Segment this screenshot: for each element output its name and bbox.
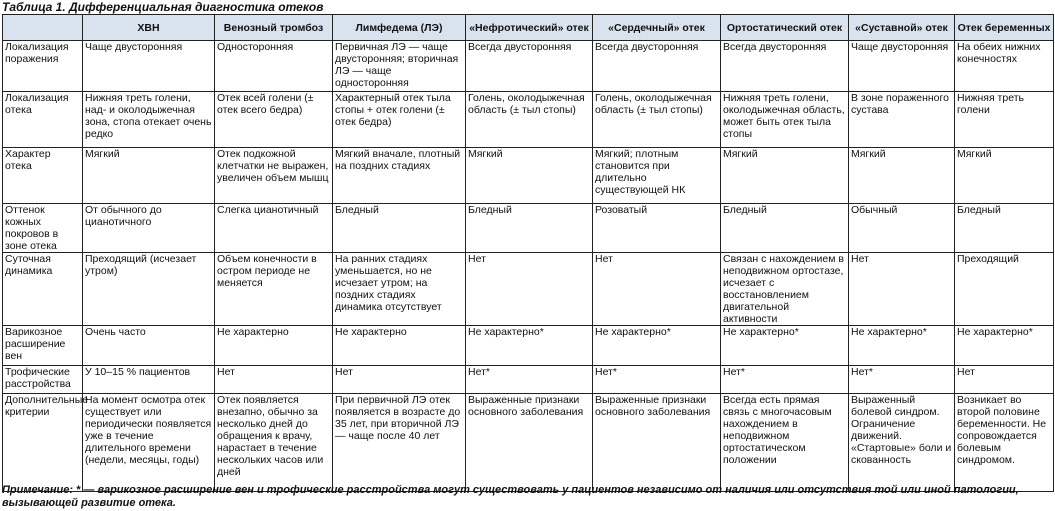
row-header-cell: Трофические расстройства — [3, 366, 83, 394]
header-cell: Ортостатический отек — [721, 15, 849, 41]
table-cell: Бледный — [721, 204, 849, 253]
table-cell: Мягкий — [466, 148, 593, 204]
table-cell: Отек всей голени (± отек всего бедра) — [215, 92, 333, 148]
table-cell: Мягкий — [721, 148, 849, 204]
table-row — [3, 148, 1054, 204]
table-cell: Нет* — [466, 366, 593, 394]
table-cell: На ранних стадиях уменьшается, но не исчезает утром; на поздних стадиях динамика отсутствует — [333, 253, 466, 326]
table-cell: Очень часто — [83, 326, 215, 366]
table-cell: Мягкий; плотным становится при длительно существующей НК — [593, 148, 721, 204]
table-cell: Отек подкожной клетчатки не выражен, увеличен объем мышц — [215, 148, 333, 204]
table-row — [3, 41, 1054, 92]
table-cell: Нет — [333, 366, 466, 394]
row-header-cell: Суточная динамика — [3, 253, 83, 326]
table-cell: Преходящий (исчезает утром) — [83, 253, 215, 326]
table-row — [3, 204, 1054, 253]
table-cell: Бледный — [466, 204, 593, 253]
table-footnote: Примечание: * — варикозное расширение вен и трофические расстройства могут существовать у пациентов независимо от наличия или отсутствия той или иной патологии, вызывающей развитие отека. — [2, 484, 1019, 509]
table-cell: Не характерно — [333, 326, 466, 366]
row-header-cell: Дополнительные критерии — [3, 394, 83, 492]
row-header-cell: Локализация поражения — [3, 41, 83, 92]
table-cell: Нижняя треть голени, над- и околодыжечная зона, стопа отекает очень редко — [83, 92, 215, 148]
table-cell: При первичной ЛЭ отек появляется в возрасте до 35 лет, при вторичной ЛЭ — чаще после 40 лет — [333, 394, 466, 492]
table-cell: Нет* — [593, 366, 721, 394]
table-cell: Всегда двусторонняя — [466, 41, 593, 92]
table-cell: Нет — [466, 253, 593, 326]
table-cell: Обычный — [849, 204, 955, 253]
table-cell: Нет* — [721, 366, 849, 394]
table-cell: Бледный — [333, 204, 466, 253]
table-cell: От обычного до цианотичного — [83, 204, 215, 253]
header-cell: Лимфедема (ЛЭ) — [333, 15, 466, 41]
table-cell: Нижняя треть голени — [955, 92, 1054, 148]
table-cell: Объем конечности в остром периоде не меняется — [215, 253, 333, 326]
table-cell: Отек появляется внезапно, обычно за несколько дней до обращения к врачу, нарастает в течение нескольких часов или дней — [215, 394, 333, 492]
table-cell: Нет — [849, 253, 955, 326]
table-cell: Мягкий — [955, 148, 1054, 204]
header-cell: Венозный тромбоз — [215, 15, 333, 41]
table-cell: Возникает во второй половине беременности. Не сопровождается болевым синдромом. — [955, 394, 1054, 492]
table-cell: Всегда двусторонняя — [593, 41, 721, 92]
table-cell: Голень, околодыжечная область (± тыл стопы) — [593, 92, 721, 148]
row-header-cell: Варикозное расширение вен — [3, 326, 83, 366]
table-cell: Мягкий вначале, плотный на поздних стадиях — [333, 148, 466, 204]
table-cell: Не характерно — [215, 326, 333, 366]
table-cell: Слегка цианотичный — [215, 204, 333, 253]
row-header-cell: Характер отека — [3, 148, 83, 204]
row-header-cell: Оттенок кожных покровов в зоне отека — [3, 204, 83, 253]
table-cell: В зоне пораженного сустава — [849, 92, 955, 148]
table-cell: Не характерно* — [593, 326, 721, 366]
table-cell: Не характерно* — [955, 326, 1054, 366]
header-cell: ХВН — [83, 15, 215, 41]
table-cell: Нет — [593, 253, 721, 326]
table-cell: Голень, околодыжечная область (± тыл стопы) — [466, 92, 593, 148]
table-cell: Связан с нахождением в неподвижном ортостазе, исчезает с восстановлением двигательной активности — [721, 253, 849, 326]
table-cell: Розоватый — [593, 204, 721, 253]
table-cell: Не характерно* — [466, 326, 593, 366]
table-cell: Нет — [215, 366, 333, 394]
table-cell: Характерный отек тыла стопы + отек голени (± отек бедра) — [333, 92, 466, 148]
table-cell: На момент осмотра отек существует или периодически появляется уже в течение длительного времени (недели, месяцы, годы) — [83, 394, 215, 492]
table-cell: Мягкий — [83, 148, 215, 204]
table-cell: Всегда есть прямая связь с многочасовым нахождением в неподвижном ортостатическом положении — [721, 394, 849, 492]
table-row — [3, 326, 1054, 366]
table-cell: Преходящий — [955, 253, 1054, 326]
table-cell: Выраженный болевой синдром. Ограничение движений. «Стартовые» боли и скованность — [849, 394, 955, 492]
table-cell: Нет* — [849, 366, 955, 394]
table-row — [3, 394, 1054, 492]
table-cell: Нет — [955, 366, 1054, 394]
table-cell: Не характерно* — [721, 326, 849, 366]
table-row — [3, 92, 1054, 148]
table-cell: Бледный — [955, 204, 1054, 253]
table-cell: Чаще двусторонняя — [849, 41, 955, 92]
header-cell: Отек беременных — [955, 15, 1054, 41]
table-cell: Нижняя треть голени, околодыжечная область, может быть отек тыла стопы — [721, 92, 849, 148]
table-cell: Выраженные признаки основного заболевания — [466, 394, 593, 492]
header-cell: «Суставной» отек — [849, 15, 955, 41]
table-cell: Односторонняя — [215, 41, 333, 92]
header-cell: «Нефротический» отек — [466, 15, 593, 41]
table-cell: Не характерно* — [849, 326, 955, 366]
table-cell: У 10–15 % пациентов — [83, 366, 215, 394]
header-cell — [3, 15, 83, 41]
table-row — [3, 366, 1054, 394]
table-cell: На обеих нижних конечностях — [955, 41, 1054, 92]
table-cell: Выраженные признаки основного заболевания — [593, 394, 721, 492]
table-row — [3, 253, 1054, 326]
row-header-cell: Локализация отека — [3, 92, 83, 148]
header-cell: «Сердечный» отек — [593, 15, 721, 41]
diagnosis-table — [2, 14, 1054, 492]
table-cell: Первичная ЛЭ — чаще двусторонняя; вторичная ЛЭ — чаще односторонняя — [333, 41, 466, 92]
table-cell: Всегда двусторонняя — [721, 41, 849, 92]
table-caption: Таблица 1. Дифференциальная диагностика отеков — [2, 0, 324, 14]
table-cell: Мягкий — [849, 148, 955, 204]
table-cell: Чаще двусторонняя — [83, 41, 215, 92]
header-row — [3, 15, 1054, 41]
